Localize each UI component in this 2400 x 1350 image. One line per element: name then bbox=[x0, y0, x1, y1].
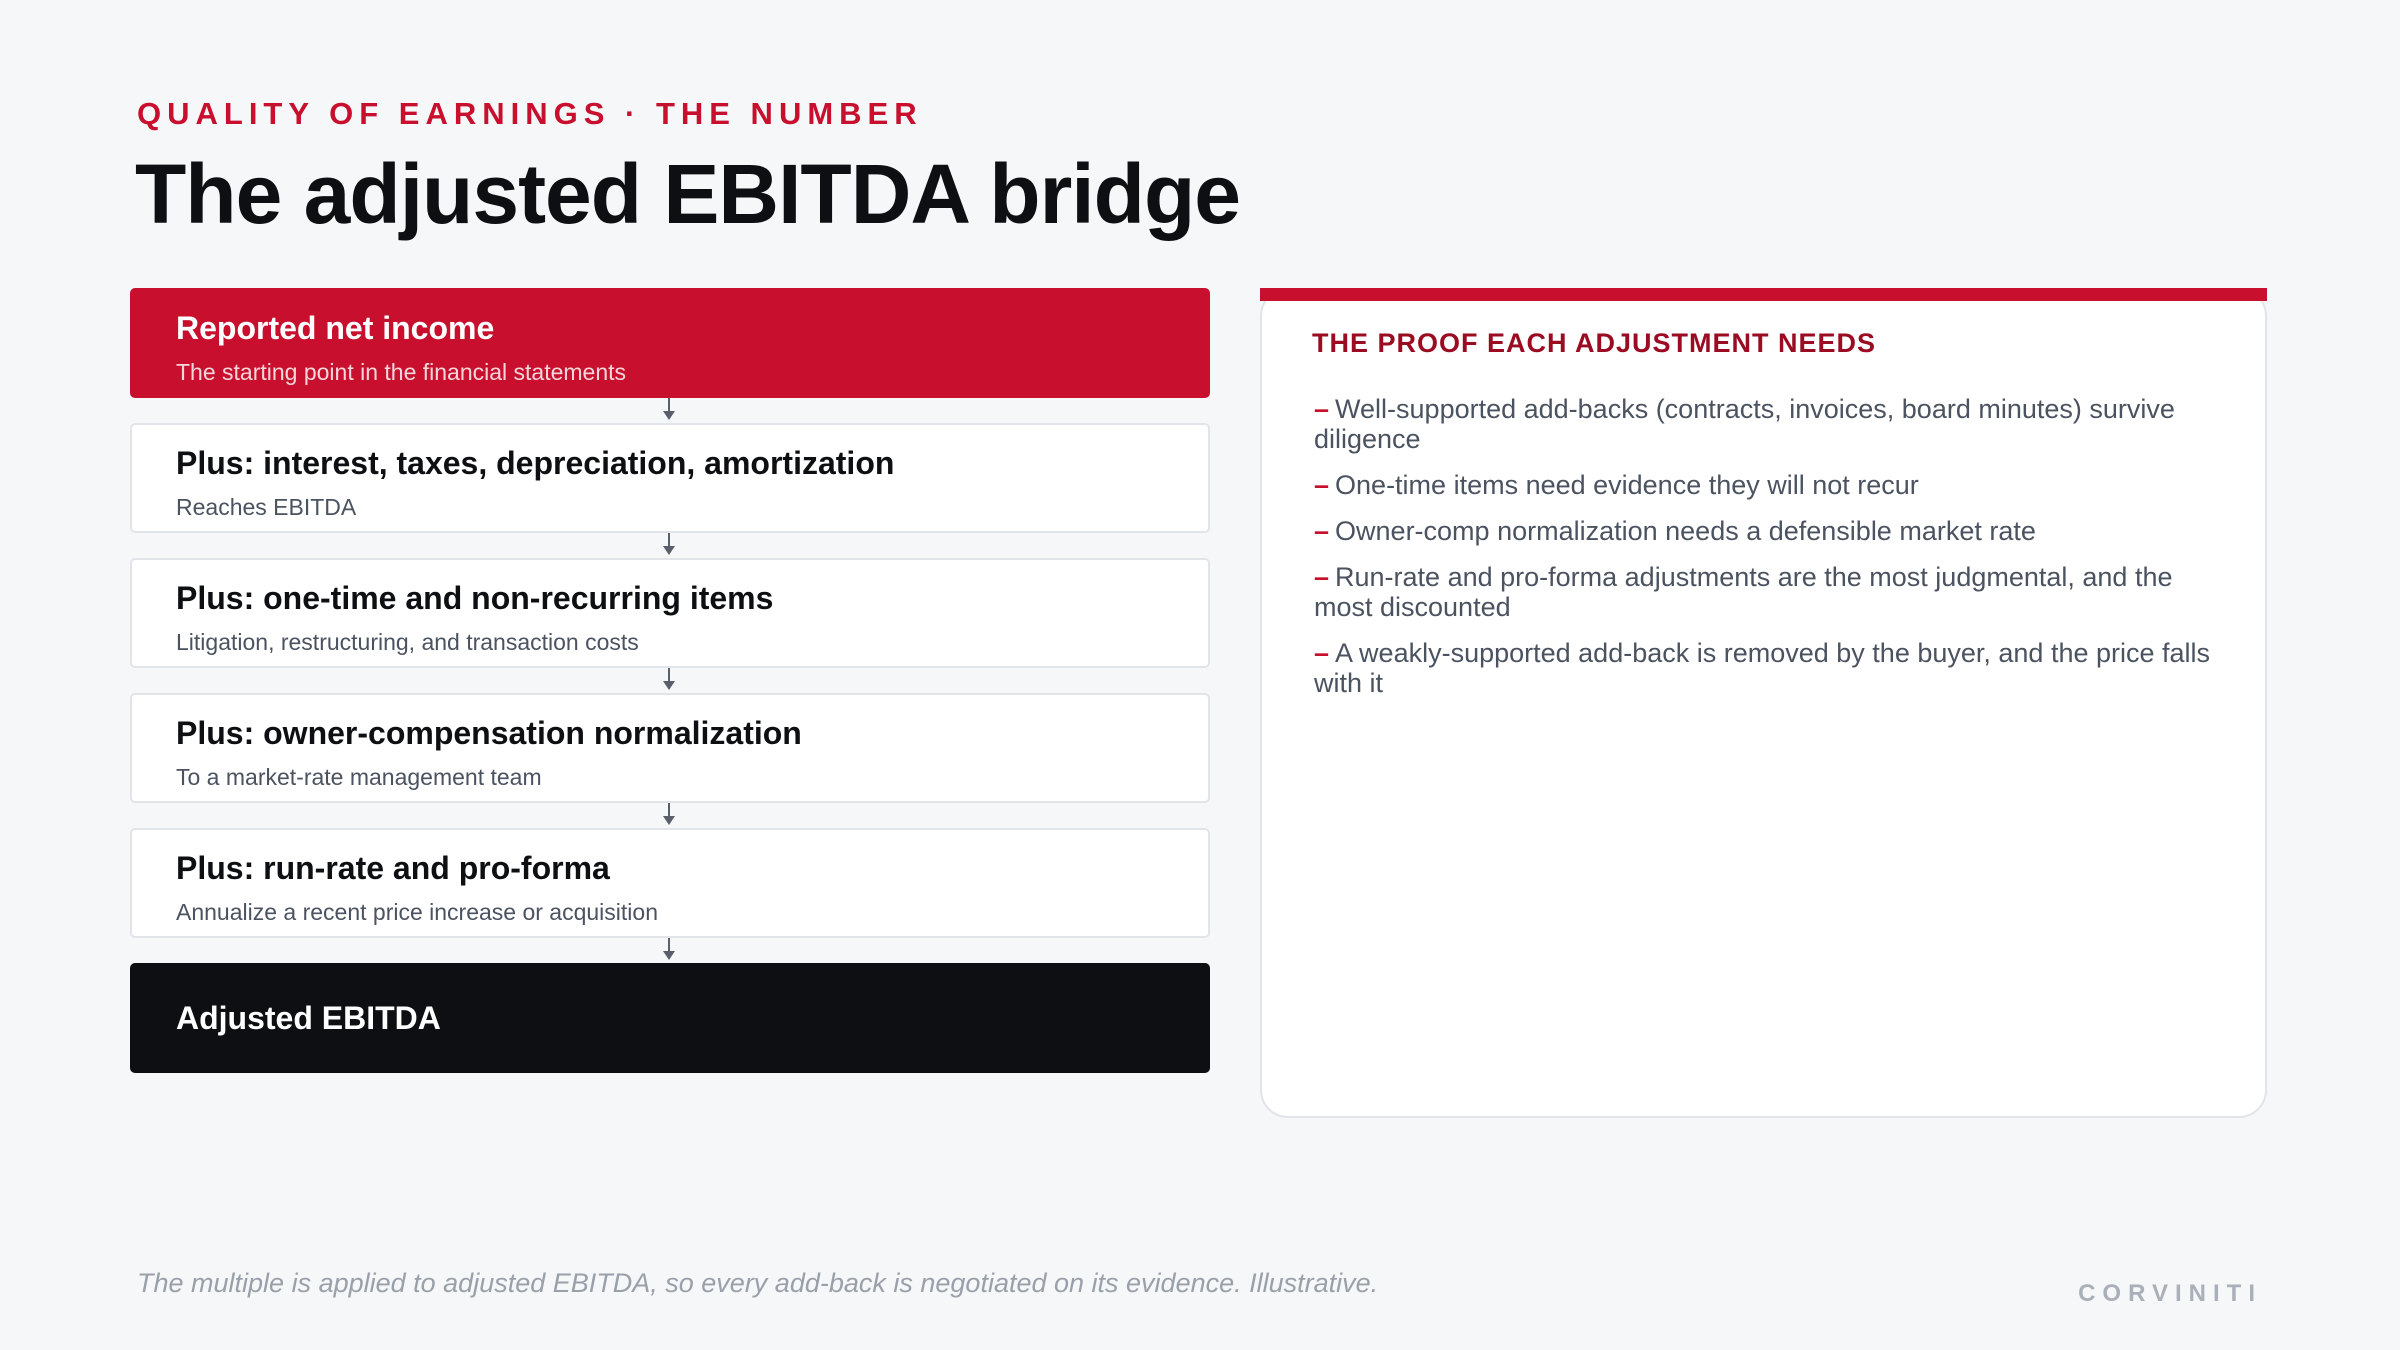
step-interest-taxes-da bbox=[130, 423, 1210, 533]
list-item bbox=[1314, 394, 2214, 454]
footnote: The multiple is applied to adjusted EBITDA, so every add-back is negotiated on its evidence. Illustrative. bbox=[137, 1268, 1379, 1298]
down-arrow-icon bbox=[130, 398, 1210, 423]
down-arrow-icon bbox=[130, 938, 1210, 963]
list-item-text: Run-rate and pro-forma adjustments are the most judgmental, and the most discounted bbox=[1314, 562, 2173, 622]
step-subtitle: To a market-rate management team bbox=[176, 763, 542, 790]
step-subtitle: Litigation, restructuring, and transaction costs bbox=[176, 628, 639, 655]
step-owner-comp-normalization bbox=[130, 693, 1210, 803]
step-title: Plus: interest, taxes, depreciation, amortization bbox=[176, 445, 895, 481]
panel-heading: THE PROOF EACH ADJUSTMENT NEEDS bbox=[1312, 328, 1877, 358]
step-adjusted-ebitda bbox=[130, 963, 1210, 1073]
brand-logo: CORVINITI bbox=[2078, 1280, 2262, 1307]
proof-list bbox=[1314, 394, 2214, 714]
step-title: Plus: run-rate and pro-forma bbox=[176, 850, 610, 886]
dash-bullet-icon: – bbox=[1314, 394, 1330, 424]
down-arrow-icon bbox=[130, 668, 1210, 693]
step-one-time-items bbox=[130, 558, 1210, 668]
dash-bullet-icon: – bbox=[1314, 638, 1330, 668]
list-item-text: A weakly-supported add-back is removed by the buyer, and the price falls with it bbox=[1314, 638, 2211, 698]
step-subtitle: The starting point in the financial statements bbox=[176, 358, 627, 385]
dash-bullet-icon: – bbox=[1314, 516, 1330, 546]
step-run-rate-pro-forma bbox=[130, 828, 1210, 938]
list-item bbox=[1314, 562, 2214, 622]
ebitda-bridge-flow bbox=[130, 288, 1210, 1073]
list-item-text: Owner-comp normalization needs a defensible market rate bbox=[1335, 516, 2036, 546]
list-item bbox=[1314, 516, 2214, 546]
step-title: Plus: owner-compensation normalization bbox=[176, 715, 802, 751]
list-item bbox=[1314, 470, 2214, 500]
step-title: Adjusted EBITDA bbox=[176, 999, 441, 1036]
dash-bullet-icon: – bbox=[1314, 470, 1330, 500]
page-title: The adjusted EBITDA bridge bbox=[135, 147, 1240, 241]
step-subtitle: Reaches EBITDA bbox=[176, 493, 357, 520]
eyebrow-label: QUALITY OF EARNINGS · THE NUMBER bbox=[137, 96, 923, 131]
step-reported-net-income bbox=[130, 288, 1210, 398]
dash-bullet-icon: – bbox=[1314, 562, 1330, 592]
list-item bbox=[1314, 638, 2214, 698]
panel-accent-bar bbox=[1260, 288, 2267, 301]
step-subtitle: Annualize a recent price increase or acquisition bbox=[176, 898, 658, 925]
step-title: Plus: one-time and non-recurring items bbox=[176, 580, 774, 616]
down-arrow-icon bbox=[130, 803, 1210, 828]
down-arrow-icon bbox=[130, 533, 1210, 558]
list-item-text: One-time items need evidence they will not recur bbox=[1335, 470, 1919, 500]
proof-panel bbox=[1260, 288, 2267, 1118]
list-item-text: Well-supported add-backs (contracts, invoices, board minutes) survive diligence bbox=[1314, 394, 2175, 454]
step-title: Reported net income bbox=[176, 310, 495, 346]
